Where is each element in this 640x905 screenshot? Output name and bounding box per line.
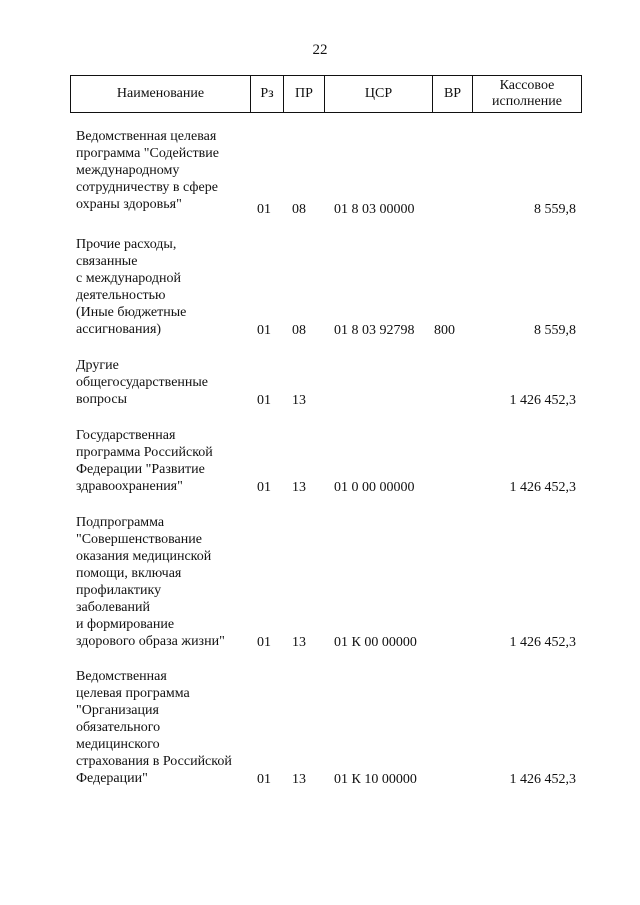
- row-rz: 01: [257, 202, 271, 217]
- header-name: Наименование: [71, 76, 251, 113]
- header-csr: ЦСР: [325, 76, 433, 113]
- row-rz: 01: [257, 393, 271, 408]
- table-header: [70, 75, 582, 113]
- row-csr: 01 8 03 00000: [334, 202, 415, 217]
- row-pr: 08: [292, 323, 306, 338]
- header-vr: ВР: [433, 76, 473, 113]
- row-cash: 1 426 452,3: [509, 635, 576, 650]
- row-pr: 13: [292, 635, 306, 650]
- header-cash: Кассовое исполнение: [473, 76, 582, 113]
- row-csr: 01 8 03 92798: [334, 323, 415, 338]
- row-csr: 01 0 00 00000: [334, 480, 415, 495]
- row-name: Прочие расходы, связанные с международной деятельностью (Иные бюджетные ассигнования): [76, 237, 187, 337]
- row-name: Ведомственная целевая программа "Организация обязательного медицинского страхования в Российской Федерации": [76, 669, 232, 786]
- row-rz: 01: [257, 323, 271, 338]
- row-rz: 01: [257, 772, 271, 787]
- row-rz: 01: [257, 635, 271, 650]
- row-rz: 01: [257, 480, 271, 495]
- row-cash: 8 559,8: [534, 202, 576, 217]
- row-pr: 13: [292, 772, 306, 787]
- header-pr: ПР: [284, 76, 325, 113]
- row-cash: 1 426 452,3: [509, 772, 576, 787]
- row-name: Государственная программа Российской Федерации "Развитие здравоохранения": [76, 428, 213, 494]
- header-rz: Рз: [251, 76, 284, 113]
- row-name: Ведомственная целевая программа "Содействие международному сотрудничеству в сфере охраны здоровья": [76, 129, 219, 212]
- row-cash: 8 559,8: [534, 323, 576, 338]
- row-name: Подпрограмма "Совершенствование оказания медицинской помощи, включая профилактику заболеваний и формирование здорового образа жизни": [76, 515, 225, 649]
- row-csr: 01 К 00 00000: [334, 635, 417, 650]
- row-pr: 08: [292, 202, 306, 217]
- row-vr: 800: [434, 323, 455, 338]
- row-name: Другие общегосударственные вопросы: [76, 358, 209, 407]
- row-cash: 1 426 452,3: [509, 393, 576, 408]
- row-pr: 13: [292, 480, 306, 495]
- row-csr: 01 К 10 00000: [334, 772, 417, 787]
- page-number: 22: [312, 42, 328, 58]
- row-pr: 13: [292, 393, 306, 408]
- row-cash: 1 426 452,3: [509, 480, 576, 495]
